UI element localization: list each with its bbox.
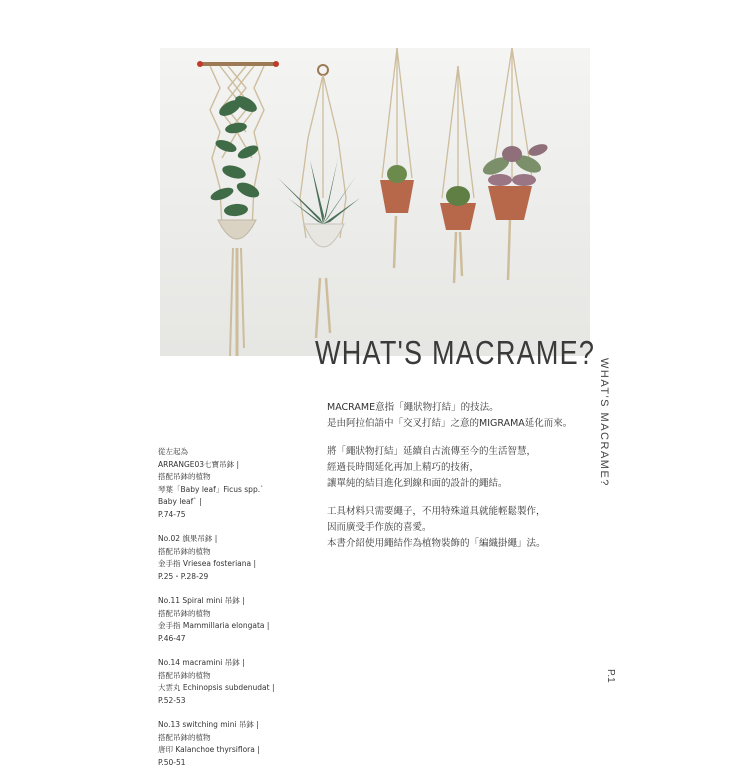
text-line: 讓單純的結目進化到線和面的設計的繩結。 (327, 478, 508, 489)
body-text (327, 400, 597, 564)
caption-line: 從左起為 (158, 447, 188, 456)
paragraph (327, 444, 597, 492)
caption (158, 595, 298, 645)
caption-line: No.14 macramini 吊鉢 | (158, 658, 245, 667)
caption-line: 搭配吊鉢的植物 (158, 670, 211, 680)
paragraph (327, 504, 597, 552)
text-line: 是由阿拉伯語中「交叉打結」之意的MIGRAMA延化而來。 (327, 418, 573, 429)
caption-line: ARRANGE03七寶吊鉢 | (158, 459, 239, 469)
caption-line: 琴葉「Baby leaf」Ficus spp.` (158, 484, 264, 494)
text-line: 將「繩狀物打結」延續自古流傳至今的生活智慧， (327, 446, 537, 457)
text-line: 經過長時間延化再加上精巧的技術， (327, 462, 480, 473)
caption (158, 533, 298, 583)
caption-line: 金手指 Mammillaria elongata | (158, 621, 270, 630)
page-title: WHAT'S MACRAME? (315, 334, 596, 371)
hanger-wood-dowel (197, 61, 279, 356)
caption-line: 搭配吊鉢的植物 (158, 546, 211, 556)
macrame-plant-hangers-illustration (160, 48, 590, 356)
vertical-running-title: WHAT'S MACRAME? (598, 358, 610, 487)
caption-line: No.11 Spiral mini 吊鉢 | (158, 596, 245, 605)
photo-captions (158, 446, 298, 781)
caption-line: P.46-47 (158, 633, 186, 643)
hanger-succulent (480, 48, 549, 280)
caption (158, 657, 298, 707)
text-line: 工具材料只需要繩子，不用特殊道具就能輕鬆製作， (327, 506, 546, 517)
book-page (100, 22, 648, 767)
caption-line: 搭配吊鉢的植物 (158, 472, 211, 481)
caption-line: Baby leaf` | (158, 497, 202, 506)
caption-line: No.02 旗果吊鉢 | (158, 534, 218, 543)
caption-line: 唐印 Kalanchoe thyrsiflora | (158, 745, 260, 754)
caption (158, 719, 298, 769)
caption-line: 金手指 Vriesea fosteriana | (158, 559, 257, 568)
hanger-cactus-pot (380, 48, 414, 268)
text-line: 本書介紹使用繩結作為植物裝飾的「編織掛繩」法。 (327, 538, 546, 549)
text-line: 因而廣受手作族的喜愛。 (327, 522, 432, 533)
caption-line: 大雲丸 Echinopsis subdenudat | (158, 683, 275, 692)
page-number: P.1 (605, 669, 616, 683)
caption-line: P.25・P.28-29 (158, 571, 209, 581)
caption-line: 搭配吊鉢的植物 (158, 732, 211, 742)
caption-line: No.13 switching mini 吊鉢 | (158, 720, 259, 729)
text-line: MACRAME意指「繩狀物打結」的技法。 (327, 402, 499, 413)
caption-line: P.52-53 (158, 695, 186, 705)
caption-line: 搭配吊鉢的植物 (158, 608, 211, 618)
caption-line: P.50-51 (158, 757, 186, 767)
caption-line: P.74-75 (158, 509, 186, 519)
hanger-bromeliad (278, 65, 360, 338)
hanging-planters-photo (160, 48, 590, 356)
caption (158, 446, 298, 521)
paragraph (327, 400, 597, 432)
hanger-round-cactus (440, 66, 476, 283)
